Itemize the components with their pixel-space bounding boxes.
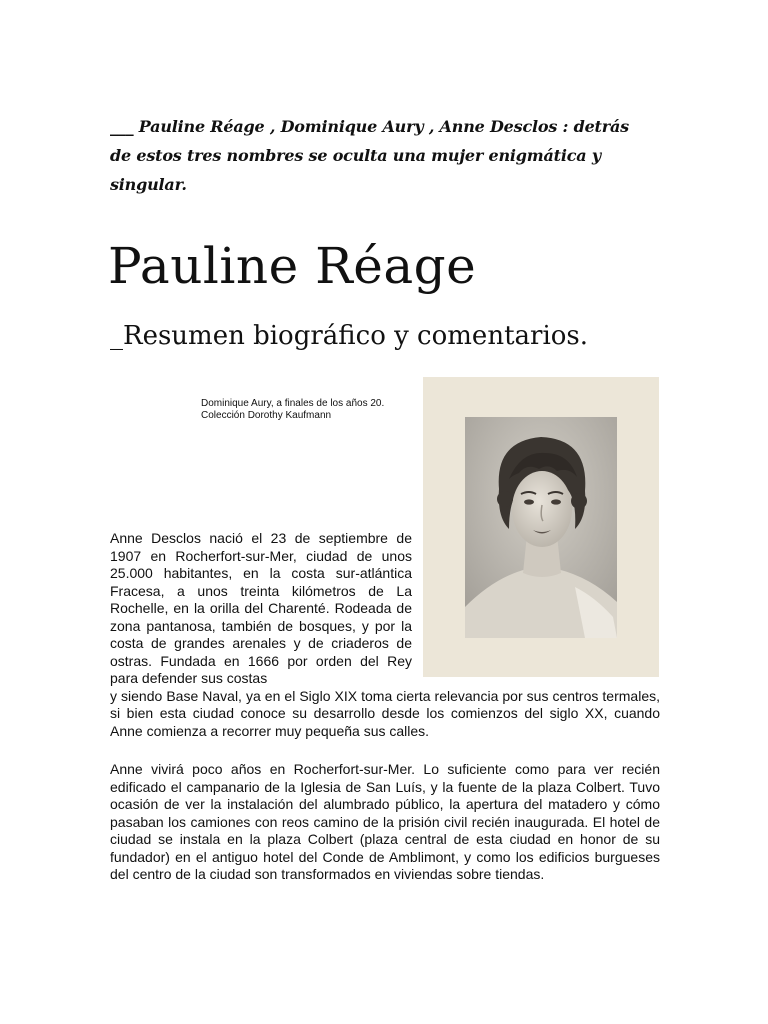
paragraph-1-full: y siendo Base Naval, ya en el Siglo XIX toma cierta relevancia por sus centros termales, si bien esta ciudad conoce su desarrollo desde los comienzos del siglo XX, cuando Anne comienza a recorrer muy pequeña sus calles.	[110, 687, 660, 739]
paragraph-1	[110, 530, 660, 740]
photo-caption	[201, 398, 384, 422]
page-subtitle: _Resumen biográfico y comentarios.	[110, 321, 589, 351]
caption-line-2: Colección Dorothy Kaufmann	[201, 410, 332, 421]
paragraph-1-wrapped: Anne Desclos nació el 23 de septiembre de 1907 en Rocherfort-sur-Mer, ciudad de unos 25.000 habitantes, en la costa sur-atlántica Fracesa, a unos treinta kilómetros de La Rochelle, en la orilla del Charenté. Rodeada de zona pantanosa, también de bosques, y por la costa de grandes arenales y de criaderos de ostras. Fundada en 1666 por orden del Rey para defender sus costas	[110, 530, 412, 686]
paragraph-2-text: Anne vivirá poco años en Rocherfort-sur-Mer. Lo suficiente como para ver recién edificado el campanario de la Iglesia de San Luís, y la fuente de la plaza Colbert. Tuvo ocasión de ver la instalación del alumbrado público, la apertura del matadero y cómo pasaban los camiones con reos camino de la prisión civil recién inaugurada. El hotel de ciudad se instala en la plaza Colbert (plaza central de esta ciudad en honor de su fundador) en el antiguo hotel del Conde de Amblimont, y como los edificios burgueses del centro de la ciudad son transformados en viviendas sobre tiendas.	[110, 761, 660, 882]
intro-text: ___ Pauline Réage , Dominique Aury , Anne Desclos : detrás de estos tres nombres se oculta una mujer enigmática y singular.	[110, 117, 629, 194]
caption-line-1: Dominique Aury, a finales de los años 20.	[201, 398, 385, 409]
page-title: Pauline Réage	[108, 237, 477, 295]
paragraph-2	[110, 761, 660, 884]
